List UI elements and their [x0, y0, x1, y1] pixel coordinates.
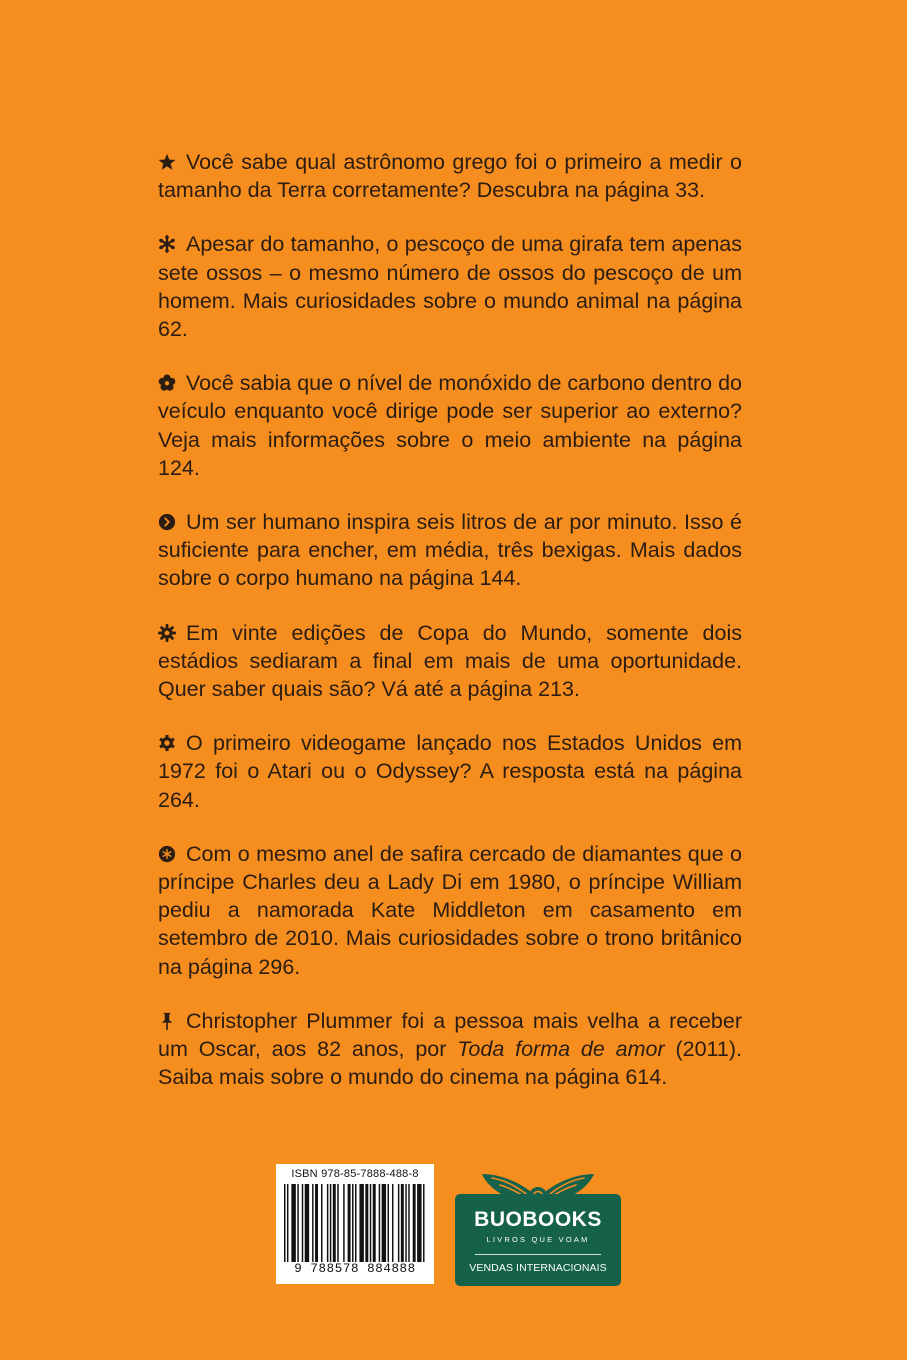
isbn-barcode: [276, 1164, 434, 1284]
publisher-logo: [455, 1166, 621, 1286]
fact-text: O primeiro videogame lançado nos Estados Unidos em 1972 foi o Atari ou o Odyssey? A resposta está na página 264.: [158, 731, 742, 812]
barcode-bar: [413, 1184, 416, 1262]
barcode-bar: [405, 1184, 406, 1262]
fact-item: [158, 729, 742, 814]
fact-item: [158, 840, 742, 981]
snowflake-icon: [158, 235, 176, 253]
fact-item: [158, 148, 742, 204]
barcode-bar: [315, 1184, 318, 1262]
barcode-bar: [284, 1184, 285, 1262]
barcode-bar: [291, 1184, 295, 1262]
barcode-bar: [398, 1184, 399, 1262]
fact-item: [158, 1007, 742, 1092]
publisher-tagline: LIVROS QUE VOAM: [486, 1235, 590, 1244]
barcode-bar: [305, 1184, 309, 1262]
flower-icon: [158, 374, 176, 392]
barcode-bar: [359, 1184, 363, 1262]
barcode-bar: [302, 1184, 303, 1262]
fact-item: [158, 230, 742, 343]
barcode-bar: [348, 1184, 351, 1262]
fact-text-before: Christopher Plummer foi a pessoa mais velha a receber um Oscar, aos 82 anos, por: [158, 1008, 742, 1062]
barcode-bar: [370, 1184, 371, 1262]
barcode-bar: [401, 1184, 404, 1262]
star-icon: [158, 153, 176, 171]
fact-text: Você sabe qual astrônomo grego foi o primeiro a medir o tamanho da Terra corretamente? Descubra na página 33.: [158, 150, 742, 203]
arrow-circle-icon: [158, 513, 176, 531]
barcode-digits: 9 788578 884888: [294, 1262, 416, 1276]
barcode-bar: [287, 1184, 288, 1262]
fact-text: Um ser humano inspira seis litros de ar por minuto. Isso é suficiente para encher, em média, três bexigas. Mais dados sobre o corpo humano na página 144.: [158, 510, 742, 591]
barcode-bar: [321, 1184, 322, 1262]
fact-item: [158, 369, 742, 482]
barcode-bar: [423, 1184, 424, 1262]
barcode-bar: [330, 1184, 331, 1262]
barcode-bar: [382, 1184, 386, 1262]
fact-text: Você sabia que o nível de monóxido de carbono dentro do veículo enquanto você dirige pode ser superior ao externo? Veja mais informações sobre o meio ambiente na página 124.: [158, 371, 742, 480]
gear-icon: [158, 734, 176, 752]
barcode-bars: [284, 1184, 426, 1262]
barcode-bar: [408, 1184, 409, 1262]
asterisk-circle-icon: [158, 845, 176, 863]
fact-text-after: (2011). Saiba mais sobre o mundo do cinema na página 614.: [158, 1037, 742, 1090]
barcode-bar: [379, 1184, 380, 1262]
fact-item: [158, 619, 742, 704]
barcode-bar: [297, 1184, 298, 1262]
publisher-divider: [475, 1254, 601, 1255]
publisher-sales-label: VENDAS INTERNACIONAIS: [469, 1262, 607, 1274]
fact-text: Com o mesmo anel de safira cercado de diamantes que o príncipe Charles deu a Lady Di em 1980, o príncipe William pediu a namorada Kate Middleton em casamento em setembro de 2010. Mais curiosidades sobre o trono britânico na página 296.: [158, 841, 742, 979]
barcode-bar: [337, 1184, 338, 1262]
fact-text: Em vinte edições de Copa do Mundo, somente dois estádios sediaram a final em mais de uma oportunidade. Quer saber quais são? Vá até a página 213.: [158, 620, 742, 702]
barcode-bar: [388, 1184, 389, 1262]
barcode-bar: [343, 1184, 344, 1262]
fact-text: Apesar do tamanho, o pescoço de uma girafa tem apenas sete ossos – o mesmo número de ossos do pescoço de um homem. Mais curiosidades sobre o mundo animal na página 62.: [158, 232, 742, 342]
isbn-label: ISBN 978-85-7888-488-8: [291, 1168, 419, 1180]
film-title: Toda forma de amor: [457, 1037, 665, 1062]
barcode-bar: [352, 1184, 353, 1262]
barcode-bar: [333, 1184, 336, 1262]
publisher-name: BUOBOOKS: [474, 1208, 602, 1231]
soccer-ball-icon: [158, 624, 176, 642]
barcode-bar: [365, 1184, 368, 1262]
barcode-bar: [392, 1184, 393, 1262]
barcode-bar: [373, 1184, 376, 1262]
barcode-bar: [327, 1184, 328, 1262]
facts-list: [158, 148, 742, 1117]
barcode-bar: [355, 1184, 356, 1262]
barcode-bar: [312, 1184, 313, 1262]
barcode-bar: [417, 1184, 421, 1262]
pushpin-icon: [158, 1012, 176, 1030]
fact-item: [158, 508, 742, 593]
